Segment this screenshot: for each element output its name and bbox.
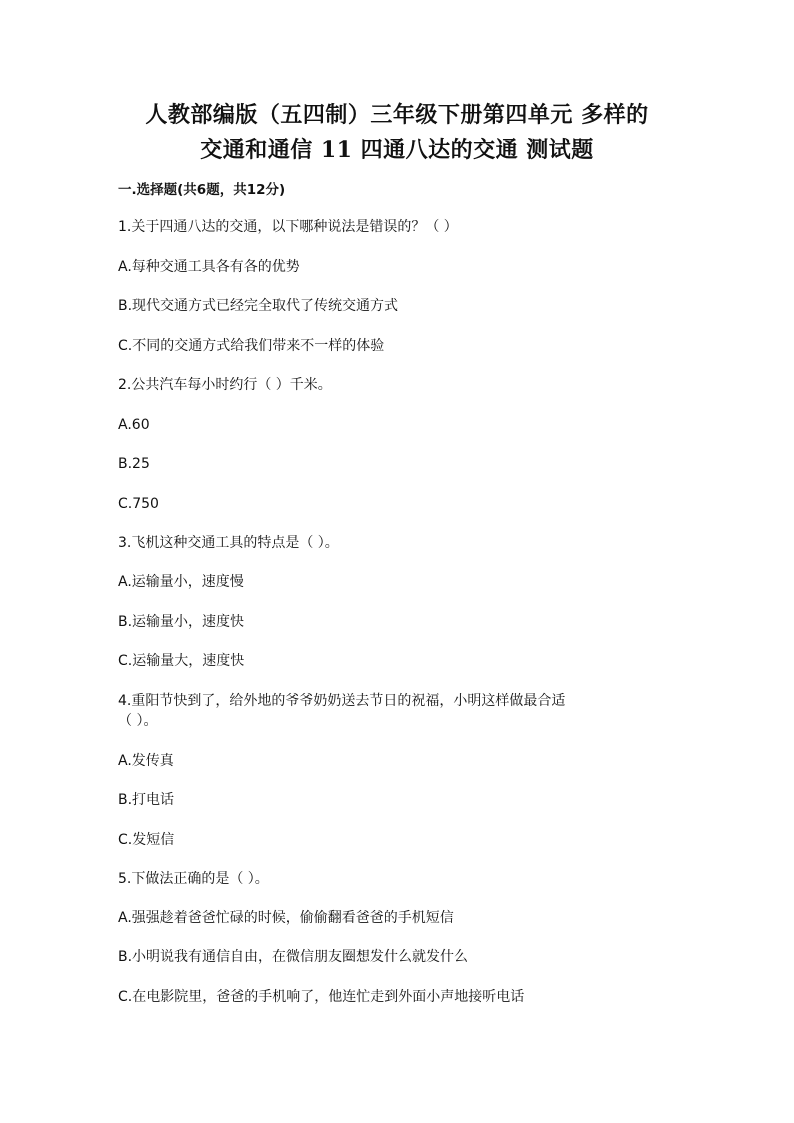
- question-4-option-c: C.发短信: [118, 832, 175, 848]
- question-3-option-b: B.运输量小，速度快: [118, 614, 245, 630]
- question-1-option-b: B.现代交通方式已经完全取代了传统交通方式: [118, 298, 399, 314]
- question-1-option-c: C.不同的交通方式给我们带来不一样的体验: [118, 338, 385, 354]
- question-3-option-a: A.运输量小，速度慢: [118, 574, 244, 590]
- question-4-stem: 4.重阳节快到了，给外地的爷爷奶奶送去节日的祝福，小明这样做最合适: [118, 693, 566, 709]
- question-1-stem: 1.关于四通八达的交通，以下哪种说法是错误的？（ ）: [118, 219, 458, 235]
- question-3-option-c: C.运输量大，速度快: [118, 653, 245, 669]
- question-4-stem-continued: （ ）。: [118, 713, 158, 729]
- question-2-option-b: B.25: [118, 456, 150, 472]
- question-1-option-a: A.每种交通工具各有各的优势: [118, 259, 300, 275]
- question-2-option-a: A.60: [118, 417, 150, 433]
- document-title-line1: 人教部编版（五四制）三年级下册第四单元 多样的: [145, 102, 649, 128]
- question-4-option-a: A.发传真: [118, 753, 174, 769]
- question-2-option-c: C.750: [118, 496, 159, 512]
- question-3-stem: 3.飞机这种交通工具的特点是（ ）。: [118, 535, 339, 551]
- question-5-stem: 5.下做法正确的是（ ）。: [118, 871, 269, 887]
- question-2-stem: 2.公共汽车每小时约行（ ）千米。: [118, 377, 332, 393]
- question-5-option-a: A.强强趁着爸爸忙碌的时候，偷偷翻看爸爸的手机短信: [118, 910, 454, 926]
- question-4-option-b: B.打电话: [118, 792, 175, 808]
- question-5-option-c: C.在电影院里，爸爸的手机响了，他连忙走到外面小声地接听电话: [118, 989, 525, 1005]
- document-title-line2: 交通和通信 11 四通八达的交通 测试题: [200, 137, 594, 163]
- question-5-option-b: B.小明说我有通信自由，在微信朋友圈想发什么就发什么: [118, 949, 469, 965]
- section-heading: 一.选择题(共6题，共12分): [118, 182, 286, 198]
